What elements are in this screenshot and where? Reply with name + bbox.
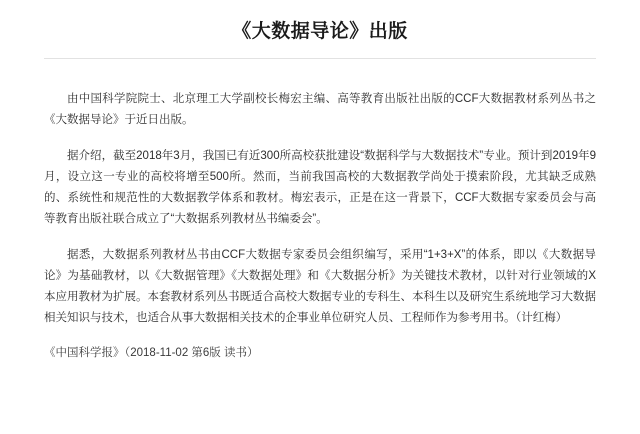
divider-top	[44, 58, 596, 59]
page-title: 《大数据导论》出版	[232, 21, 408, 42]
article-body	[44, 89, 596, 329]
article-source: 《中国科学报》（2018-11-02 第6版 读书）	[44, 347, 259, 359]
paragraph: 据悉，大数据系列教材丛书由CCF大数据专家委员会组织编写，采用“1+3+X”的体系，即以《大数据导论》为基础教材，以《大数据管理》《大数据处理》和《大数据分析》为关键技术教材，以针对行业领域的X本应用教材为扩展。本套教材系列丛书既适合高校大数据专业的专科生、本科生以及研究生系统地学习大数据相关知识与技术，也适合从事大数据相关技术的企事业单位研究人员、工程师作为参考用书。（计红梅）	[44, 249, 596, 324]
paragraph: 据介绍，截至2018年3月，我国已有近300所高校获批建设“数据科学与大数据技术”专业。预计到2019年9月，设立这一专业的高校将增至500所。然而，当前我国高校的大数据教学尚处于摸索阶段，尤其缺乏成熟的、系统性和规范性的大数据教学体系和教材。梅宏表示，正是在这一背景下，CCF大数据专家委员会与高等教育出版社联合成立了“大数据系列教材丛书编委会”。	[44, 150, 596, 225]
document-page	[0, 18, 640, 434]
paragraph: 由中国科学院院士、北京理工大学副校长梅宏主编、高等教育出版社出版的CCF大数据教材系列丛书之《大数据导论》于近日出版。	[44, 93, 596, 126]
